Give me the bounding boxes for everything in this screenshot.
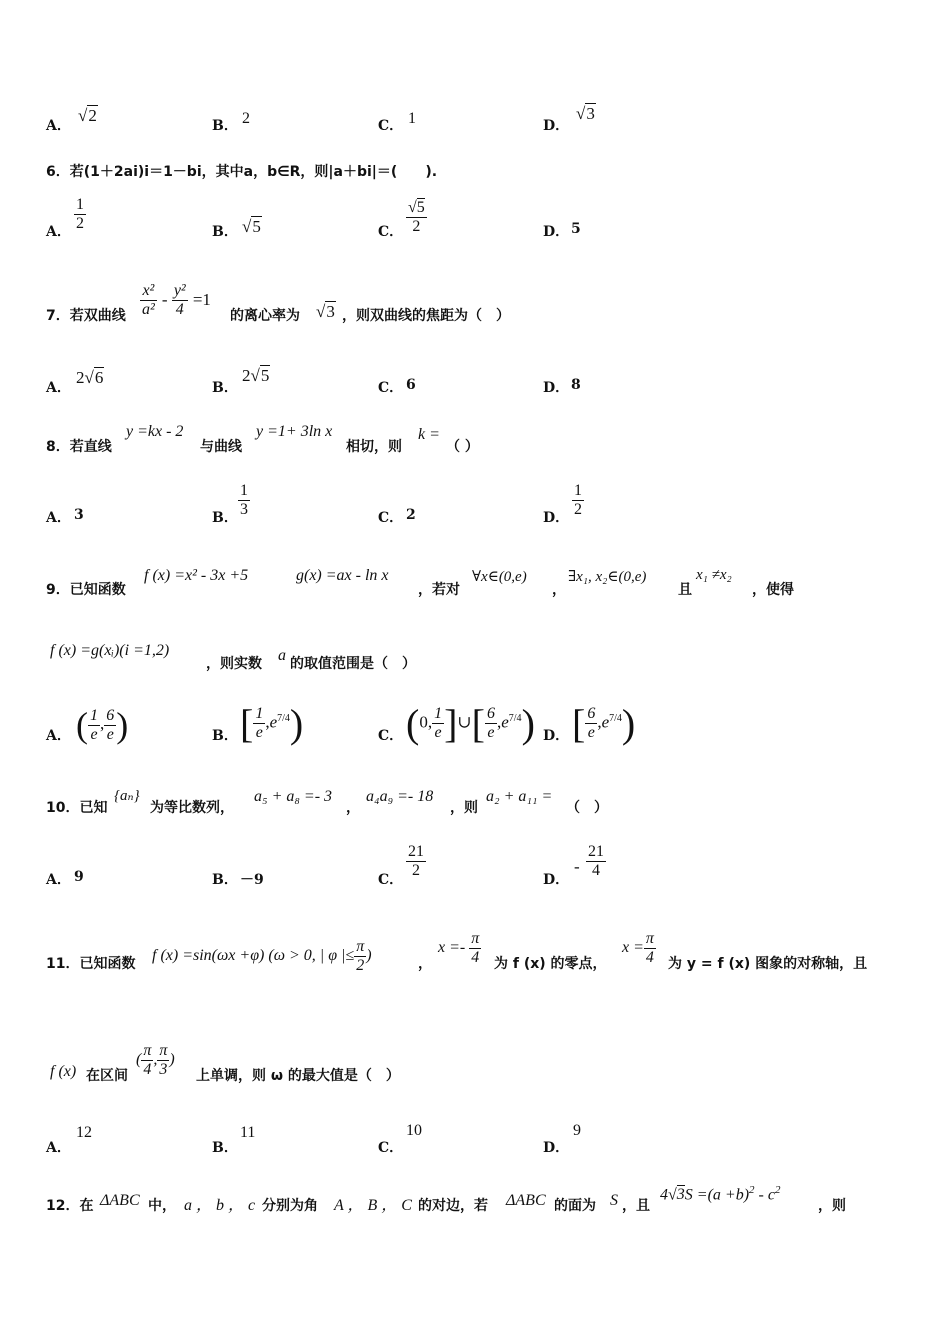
q11-zero: x =- $\frac{\pi}{4}$ <box>438 930 480 966</box>
q10-option-d-sign: - <box>574 857 580 876</box>
q10-option-a-label: A． <box>46 872 71 888</box>
q9-stem-suffix: ，使得 <box>752 582 794 598</box>
q7-hyperbola-formula: $\frac{\text{x²}}{\text{a²}}$ - $\frac{\text{y²}}{4}$ =1 <box>142 282 211 318</box>
q7-stem-prefix: 7．若双曲线 <box>46 308 126 324</box>
q8-line-equation: y =kx - 2 <box>126 423 184 440</box>
q8-option-a-value: 3 <box>74 507 84 523</box>
q7-option-c-label: C． <box>378 380 404 396</box>
q11-stem-prefix: 11．已知函数 <box>46 956 136 972</box>
q11-option-a-label: A． <box>46 1140 71 1156</box>
q12-stem-suffix: ，则 <box>818 1198 846 1214</box>
q9-option-a-label: A． <box>46 728 71 744</box>
q12-angles: A ， B ， C <box>334 1197 412 1214</box>
q12-condition: $4√3S =(a +b)^2 - c^2$ <box>660 1184 781 1204</box>
q6-option-c-label: C． <box>378 224 404 240</box>
q9-option-c-label: C． <box>378 728 404 744</box>
q10-option-d-fraction: $\frac{21}{4}$ <box>588 843 604 879</box>
q6-stem: 6．若(1＋2ai)i＝1－bi，其中a，b∈R，则|a＋bi|＝( ). <box>46 164 438 180</box>
q12-stem-mid: 中， <box>148 1198 176 1214</box>
q6-option-d-label: D． <box>543 224 570 240</box>
q12-stem-prefix: 12．在 <box>46 1198 94 1214</box>
q6-option-b-label: B． <box>212 224 238 240</box>
q9-option-b-label: B． <box>212 728 238 744</box>
q11-option-a-value: 12 <box>76 1124 92 1141</box>
q11-line2-f: f (x) <box>50 1063 77 1080</box>
q6-option-a-label: A． <box>46 224 71 240</box>
q9-stem-mid2: 且 <box>678 582 692 598</box>
q11-option-d-value: 9 <box>573 1122 581 1139</box>
q11-option-d-label: D． <box>543 1140 570 1156</box>
q6-option-d-value: 5 <box>571 221 581 237</box>
q11-option-b-value: 11 <box>240 1124 256 1141</box>
q9-forall: ∀x∈(0,e) <box>472 569 527 585</box>
q10-option-b-value: －9 <box>240 872 264 888</box>
q12-stem-mid5: ，且 <box>622 1198 650 1214</box>
q10-target: a₂ + a₁₁ = <box>486 788 553 805</box>
q8-stem-prefix: 8．若直线 <box>46 439 112 455</box>
q11-option-c-label: C． <box>378 1140 404 1156</box>
q12-area-symbol: S <box>610 1192 618 1209</box>
q10-stem-suffix: （ ） <box>566 800 608 816</box>
q6-option-b-value: √5 <box>242 217 261 236</box>
q11-option-c-value: 10 <box>406 1122 422 1139</box>
q8-stem-mid: 与曲线 <box>200 439 242 455</box>
q5-option-a-value: √2 <box>78 106 97 125</box>
q11-stem-mid: 为 f (x) 的零点， <box>494 956 607 972</box>
q12-triangle-2: ΔABC <box>506 1192 546 1209</box>
q5-option-c-value: 1 <box>408 110 416 127</box>
q5-option-b-label: B． <box>212 118 238 134</box>
q12-sides: a ， b ， c <box>184 1197 256 1214</box>
q7-eccentricity: √3 <box>316 302 335 321</box>
q6-option-c-fraction: $\frac{√5}{2}$ <box>408 199 425 235</box>
q10-condition-2: a₄a₉ =- 18 <box>366 788 434 805</box>
q9-line2-suffix: 的取值范围是（ ） <box>290 656 416 672</box>
q9-exists: ∃x₁, x₂∈(0,e) <box>568 569 647 585</box>
q8-option-d-label: D． <box>543 510 570 526</box>
q12-stem-mid3: 的对边，若 <box>418 1198 488 1214</box>
q9-option-b-value: [ $\frac{1}{e}$ $,e^{7/4}$) <box>240 701 304 746</box>
q7-option-c-value: 6 <box>406 377 416 393</box>
q8-option-c-value: 2 <box>406 507 416 523</box>
q7-option-b-value: 2√5 <box>242 366 270 385</box>
q11-line2-text: 在区间 <box>86 1068 128 1084</box>
q8-option-d-fraction: $\frac{1}{2}$ <box>574 482 582 518</box>
q12-stem-mid2: 分别为角 <box>262 1198 318 1214</box>
q8-option-a-label: A． <box>46 510 71 526</box>
q10-sequence: {aₙ} <box>114 788 140 804</box>
q7-option-a-value: 2√6 <box>76 368 104 387</box>
q11-comma: ， <box>418 956 432 972</box>
q9-stem-prefix: 9．已知函数 <box>46 582 126 598</box>
q5-option-c-label: C． <box>378 118 404 134</box>
q7-stem-mid: 的离心率为 <box>230 308 300 324</box>
q9-option-c-value: (0, $\frac{1}{e}$ ]∪[ $\frac{6}{e}$ $,e^{7/4}$) <box>406 701 535 746</box>
q9-line2-text: ，则实数 <box>206 656 262 672</box>
q10-stem-prefix: 10．已知 <box>46 800 108 816</box>
q12-stem-mid4: 的面为 <box>554 1198 596 1214</box>
q8-option-b-fraction: $\frac{1}{3}$ <box>240 482 248 518</box>
q10-stem-mid2: ，则 <box>450 800 478 816</box>
q7-stem-suffix: ，则双曲线的焦距为（ ） <box>342 308 510 324</box>
q10-stem-mid: 为等比数列， <box>150 800 234 816</box>
q11-axis: x = $\frac{\pi}{4}$ <box>622 930 654 966</box>
q8-k-expression: k = <box>418 426 440 443</box>
q8-option-b-label: B． <box>212 510 238 526</box>
q11-interval: ( $\frac{\pi}{4}$ , $\frac{\pi}{3}$ ) <box>136 1042 175 1078</box>
q6-option-a-fraction: $\frac{1}{2}$ <box>76 196 84 232</box>
q8-curve-equation: y =1+ 3ln x <box>256 423 333 440</box>
q11-option-b-label: B． <box>212 1140 238 1156</box>
q9-f-definition: f (x) =x² - 3x +5 <box>144 567 249 584</box>
q10-comma: ， <box>346 800 360 816</box>
q8-option-c-label: C． <box>378 510 404 526</box>
q12-triangle: ΔABC <box>100 1192 140 1209</box>
q9-g-definition: g(x) =ax - ln x <box>296 567 389 584</box>
q10-option-a-value: 9 <box>74 869 84 885</box>
q11-stem-mid2: 为 y = f (x) 图象的对称轴，且 <box>668 956 868 972</box>
q10-option-c-label: C． <box>378 872 404 888</box>
q9-option-a-value: ( $\frac{1}{e}$ , $\frac{6}{e}$ ) <box>76 705 129 745</box>
q11-function: f (x) =sin(ωx +φ) (ω > 0, | φ |≤ $\frac{\pi}{2}$ ) <box>152 938 372 974</box>
q10-condition-1: a₅ + a₈ =- 3 <box>254 788 333 805</box>
q9-option-d-label: D． <box>543 728 570 744</box>
q7-option-d-value: 8 <box>571 377 581 393</box>
q10-option-b-label: B． <box>212 872 238 888</box>
q5-option-a-label: A． <box>46 118 71 134</box>
q7-option-a-label: A． <box>46 380 71 396</box>
q9-line2-var: a <box>278 647 286 664</box>
q5-option-d-value: √3 <box>576 104 595 123</box>
q7-option-b-label: B． <box>212 380 238 396</box>
q9-condition: f (x) =g(xᵢ)(i =1,2) <box>50 642 170 659</box>
q10-option-d-label: D． <box>543 872 570 888</box>
q9-stem-mid: ，若对 <box>418 582 460 598</box>
q9-neq: x₁ ≠x₂ <box>696 567 732 583</box>
q8-stem-mid2: 相切，则 <box>346 439 402 455</box>
q8-stem-suffix: （ ） <box>446 439 479 455</box>
q5-option-d-label: D． <box>543 118 570 134</box>
q5-option-b-value: 2 <box>242 110 250 127</box>
q7-option-d-label: D． <box>543 380 570 396</box>
q9-comma: ， <box>552 582 566 598</box>
q10-option-c-fraction: $\frac{21}{2}$ <box>408 843 424 879</box>
q9-option-d-value: [ $\frac{6}{e}$ $,e^{7/4}$) <box>572 701 636 746</box>
q11-line2-suffix: 上单调，则 ω 的最大值是（ ） <box>196 1068 400 1084</box>
